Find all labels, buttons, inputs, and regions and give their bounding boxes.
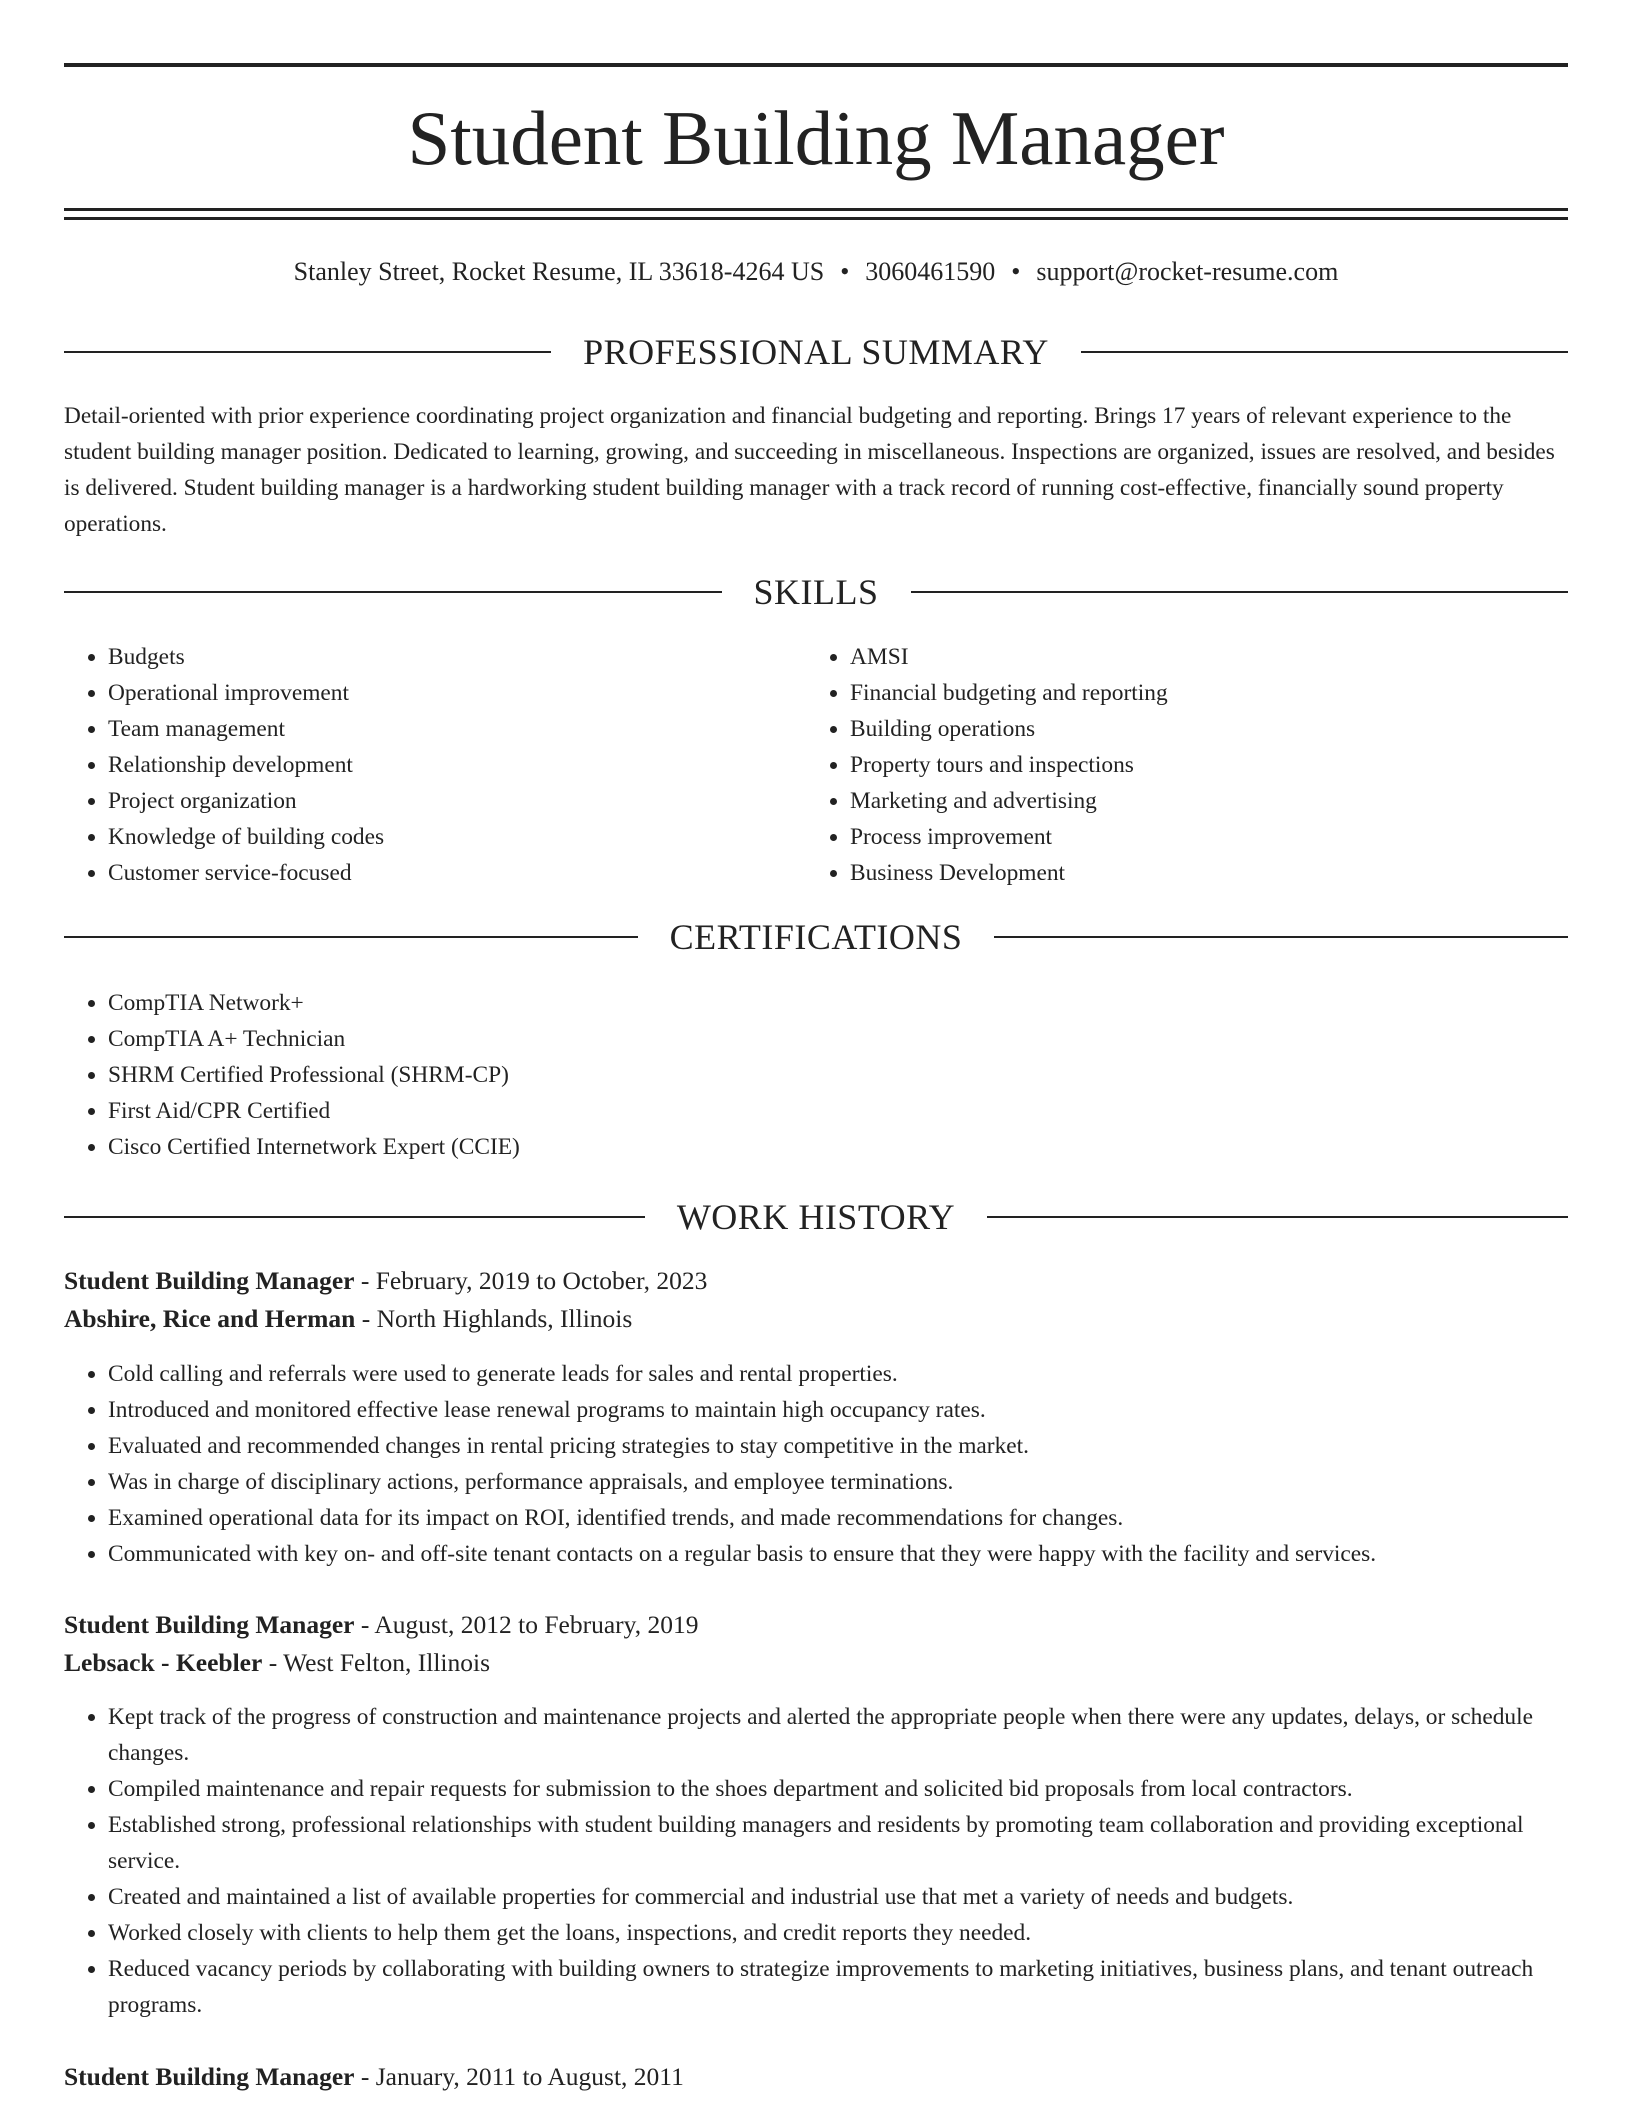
job-bullet: • Created and maintained a list of available properties for commercial and industrial use that met a variety of needs and budgets.: [108, 1879, 1568, 1915]
job-bullet: • Examined operational data for its impact on ROI, identified trends, and made recommendations for changes.: [108, 1500, 1568, 1536]
title-double-rule: [64, 208, 1568, 220]
job-title: Student Building Manager: [64, 2062, 355, 2091]
job-dates: - August, 2012 to February, 2019: [354, 1610, 699, 1639]
job-bullet: • Kept track of the progress of construction and maintenance projects and alerted the appropriate people when there were any updates, delays, or schedule changes.: [108, 1699, 1568, 1771]
job-title-line: [64, 1262, 1568, 1300]
skill-item: • Operational improvement: [108, 675, 848, 711]
job-location: - North Highlands, Illinois: [355, 1304, 633, 1333]
certification-item: • First Aid/CPR Certified: [108, 1093, 1568, 1129]
section-heading-summary: [64, 330, 1568, 374]
job-location: - West Felton, Illinois: [262, 1648, 490, 1677]
certifications-list: [64, 985, 1568, 1165]
section-title: CERTIFICATIONS: [669, 917, 963, 957]
job-bullet: • Evaluated and recommended changes in rental pricing strategies to stay competitive in the market.: [108, 1428, 1568, 1464]
job-bullet: • Cold calling and referrals were used to generate leads for sales and rental properties.: [108, 1356, 1568, 1392]
job-bullets: [64, 1356, 1568, 1572]
skills-list-right: [806, 639, 1590, 891]
job-company: Lebsack - Keebler: [64, 1648, 263, 1677]
certification-item: • Cisco Certified Internetwork Expert (CCIE): [108, 1129, 1568, 1165]
job-bullet: • Worked closely with clients to help them get the loans, inspections, and credit reports they needed.: [108, 1915, 1568, 1951]
heading-rule: [64, 1216, 645, 1218]
job-bullet: • Compiled maintenance and repair requests for submission to the shoes department and solicited bid proposals from local contractors.: [108, 1771, 1568, 1807]
heading-rule: [64, 591, 722, 593]
job-company: Abshire, Rice and Herman: [64, 1304, 356, 1333]
certification-item: • CompTIA A+ Technician: [108, 1021, 1568, 1057]
job-title-line: [64, 2058, 1568, 2096]
skill-item: • Team management: [108, 711, 848, 747]
heading-rule: [987, 1216, 1568, 1218]
heading-rule: [64, 351, 551, 353]
skill-item: • Business Development: [850, 855, 1590, 891]
skill-item: • Building operations: [850, 711, 1590, 747]
skill-item: • Relationship development: [108, 747, 848, 783]
contact-separator: •: [840, 257, 850, 286]
skill-item: • Customer service-focused: [108, 855, 848, 891]
top-rule: [64, 63, 1568, 67]
job-bullets: [64, 1699, 1568, 2023]
job-bullet: • Was in charge of disciplinary actions, performance appraisals, and employee terminations.: [108, 1464, 1568, 1500]
job-bullet: • Reduced vacancy periods by collaborating with building owners to strategize improvements to marketing initiatives, business plans, and tenant outreach programs.: [108, 1951, 1568, 2023]
job-bullet: • Introduced and monitored effective lease renewal programs to maintain high occupancy rates.: [108, 1392, 1568, 1428]
contact-separator: •: [1011, 257, 1021, 286]
contact-email: support@rocket-resume.com: [1036, 257, 1339, 286]
heading-rule: [1081, 351, 1568, 353]
resume-title: Student Building Manager: [407, 95, 1225, 181]
certification-item: • CompTIA Network+: [108, 985, 1568, 1021]
skill-item: • Budgets: [108, 639, 848, 675]
section-heading-certifications: [64, 915, 1568, 959]
heading-rule: [64, 936, 638, 938]
section-heading-work-history: [64, 1195, 1568, 1239]
skills-list-left: [64, 639, 848, 891]
skill-item: • Knowledge of building codes: [108, 819, 848, 855]
job-title: Student Building Manager: [64, 1610, 355, 1639]
contact-address: Stanley Street, Rocket Resume, IL 33618-4264 US: [293, 257, 825, 286]
section-heading-skills: [64, 570, 1568, 614]
skill-item: • Marketing and advertising: [850, 783, 1590, 819]
contact-phone: 3060461590: [865, 257, 996, 286]
summary-text: Detail-oriented with prior experience coordinating project organization and financial budgeting and reporting. Brings 17 years of relevant experience to the student building manager position. Dedicated to learning, growing, and succeeding in miscellaneous. Inspections are organized, issues are resolved, and besides is delivered. Student building manager is a hardworking student building manager with a track record of running cost-effective, financially sound property operations.: [64, 403, 1555, 537]
skill-item: • Financial budgeting and reporting: [850, 675, 1590, 711]
section-title: WORK HISTORY: [676, 1197, 956, 1237]
certification-item: • SHRM Certified Professional (SHRM-CP): [108, 1057, 1568, 1093]
job-bullet: • Communicated with key on- and off-site tenant contacts on a regular basis to ensure that they were happy with the facility and services.: [108, 1536, 1568, 1572]
heading-rule: [994, 936, 1568, 938]
job-company-line: [64, 1644, 1568, 1682]
heading-rule: [911, 591, 1569, 593]
job-company-line: [64, 1300, 1568, 1338]
job-dates: - February, 2019 to October, 2023: [354, 1266, 708, 1295]
section-title: PROFESSIONAL SUMMARY: [583, 332, 1049, 372]
section-title: SKILLS: [753, 572, 879, 612]
skill-item: • Property tours and inspections: [850, 747, 1590, 783]
skill-item: • Project organization: [108, 783, 848, 819]
skill-item: • AMSI: [850, 639, 1590, 675]
job-bullet: • Established strong, professional relationships with student building managers and residents by promoting team collaboration and providing exceptional service.: [108, 1807, 1568, 1879]
contact-line: [64, 254, 1568, 290]
skill-item: • Process improvement: [850, 819, 1590, 855]
job-title: Student Building Manager: [64, 1266, 355, 1295]
job-title-line: [64, 1606, 1568, 1644]
job-dates: - January, 2011 to August, 2011: [354, 2062, 684, 2091]
